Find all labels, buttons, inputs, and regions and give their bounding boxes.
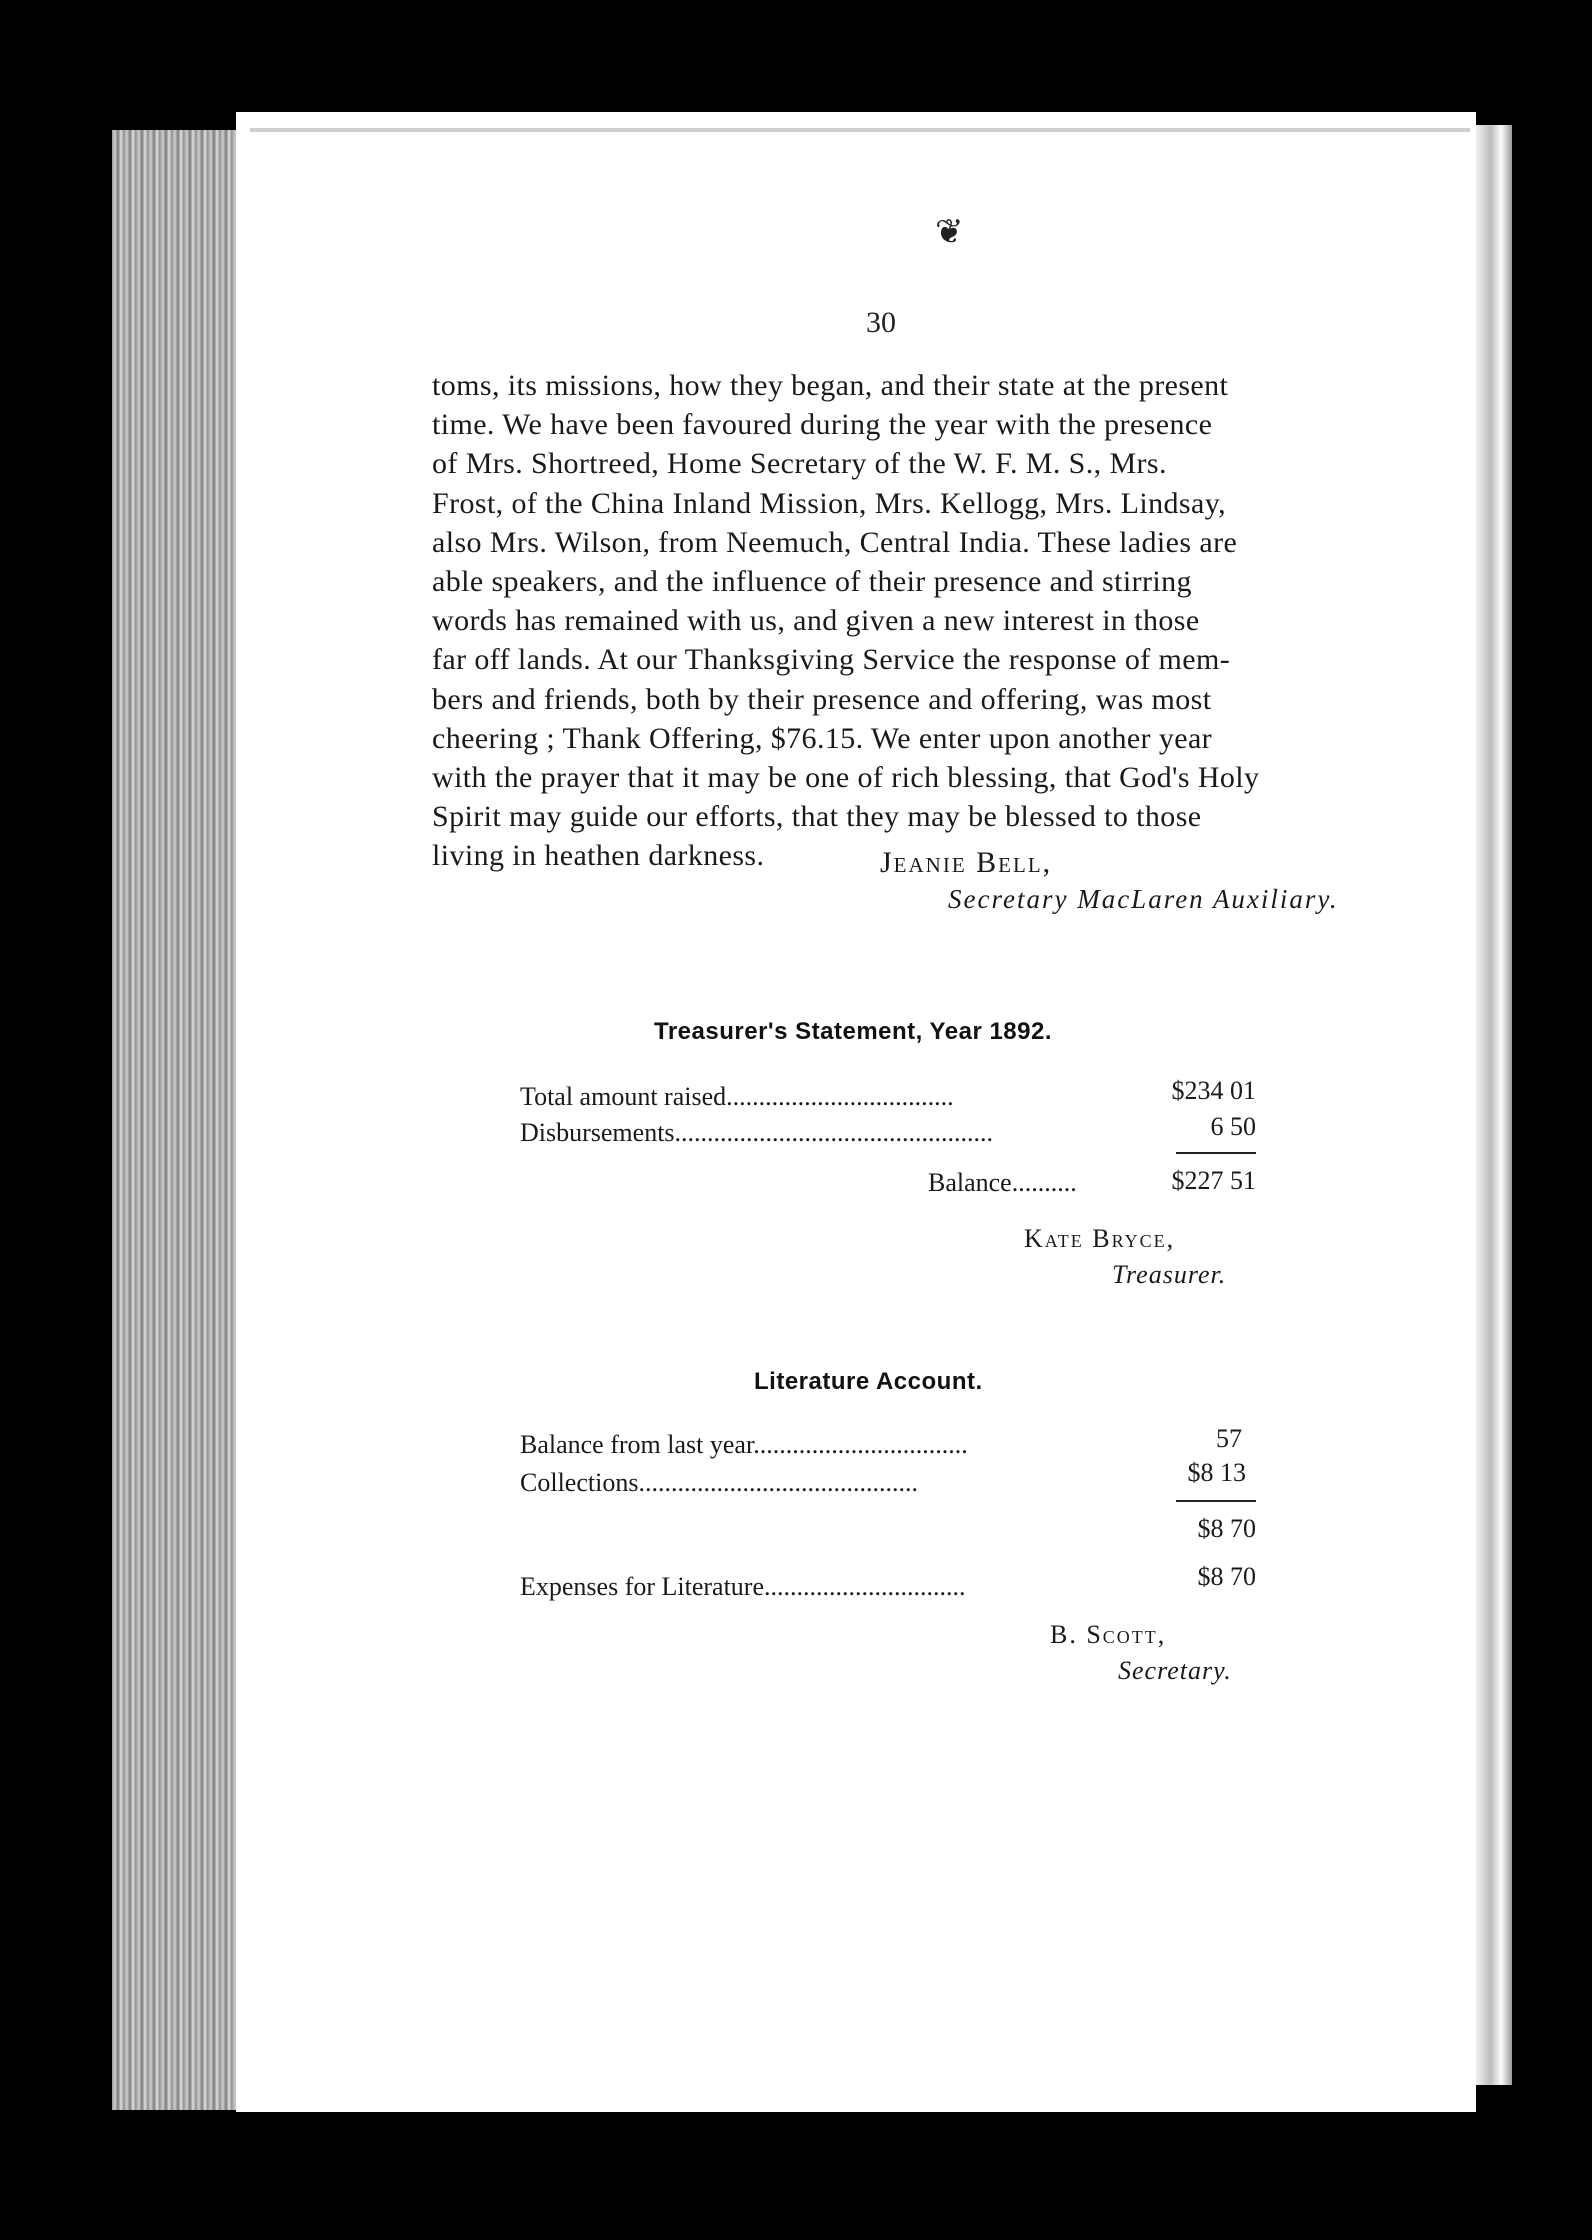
report-line: words has remained with us, and given a new interest in those [432, 604, 1200, 638]
report-signer-role: Secretary MacLaren Auxiliary. [948, 884, 1339, 914]
balance-label: Balance.......... [928, 1168, 1077, 1197]
report-line: of Mrs. Shortreed, Home Secretary of the W. F. M. S., Mrs. [432, 447, 1167, 481]
right-page-edge [1476, 125, 1512, 2085]
treasurer-row-amount: 6 50 [1210, 1112, 1256, 1141]
report-line: living in heathen darkness. [432, 839, 765, 873]
report-line: bers and friends, both by their presence and offering, was most [432, 682, 1212, 716]
page-number: 30 [866, 306, 896, 339]
treasurer-row-label: Total amount raised................................... [520, 1082, 954, 1111]
report-line: able speakers, and the influence of their presence and stirring [432, 565, 1192, 599]
literature-row-label: Balance from last year................................. [520, 1430, 968, 1459]
expenses-label: Expenses for Literature............................... [520, 1572, 966, 1601]
expenses-amount: $8 70 [1197, 1562, 1256, 1591]
balance-amount: $227 51 [1171, 1166, 1256, 1195]
report-signer: Jeanie Bell, [880, 846, 1053, 879]
literature-row-label: Collections........................................... [520, 1468, 918, 1497]
report-line: Spirit may guide our efforts, that they may be blessed to those [432, 800, 1202, 834]
ornament-icon: ❦ [935, 214, 964, 251]
book-page-edges [112, 130, 252, 2110]
report-line: with the prayer that it may be one of rich blessing, that God's Holy [432, 761, 1260, 795]
report-line: cheering ; Thank Offering, $76.15. We enter upon another year [432, 721, 1213, 755]
treasurer-signer-role: Treasurer. [1112, 1260, 1227, 1289]
treasurer-signer: Kate Bryce, [1024, 1224, 1176, 1253]
report-line: time. We have been favoured during the year with the presence [432, 408, 1213, 442]
report-body [432, 366, 1342, 876]
literature-heading: Literature Account. [754, 1368, 983, 1395]
report-line: also Mrs. Wilson, from Neemuch, Central India. These ladies are [432, 525, 1238, 559]
literature-total: $8 70 [1197, 1514, 1256, 1543]
report-line: Frost, of the China Inland Mission, Mrs. Kellogg, Mrs. Lindsay, [432, 486, 1227, 520]
literature-signer-role: Secretary. [1118, 1656, 1232, 1685]
literature-row-amount: 57 [1216, 1424, 1242, 1453]
treasurer-row-label: Disbursements................................................. [520, 1118, 994, 1147]
treasurer-heading: Treasurer's Statement, Year 1892. [654, 1018, 1053, 1045]
treasurer-row-amount: $234 01 [1171, 1076, 1256, 1105]
report-line: toms, its missions, how they began, and their state at the present [432, 369, 1229, 402]
literature-signer: B. Scott, [1050, 1620, 1167, 1649]
report-line: far off lands. At our Thanksgiving Service the response of mem- [432, 643, 1231, 677]
sum-rule [1176, 1500, 1256, 1502]
sum-rule [1176, 1152, 1256, 1154]
page-top-edge [250, 128, 1470, 132]
literature-row-amount: $8 13 [1187, 1458, 1246, 1487]
